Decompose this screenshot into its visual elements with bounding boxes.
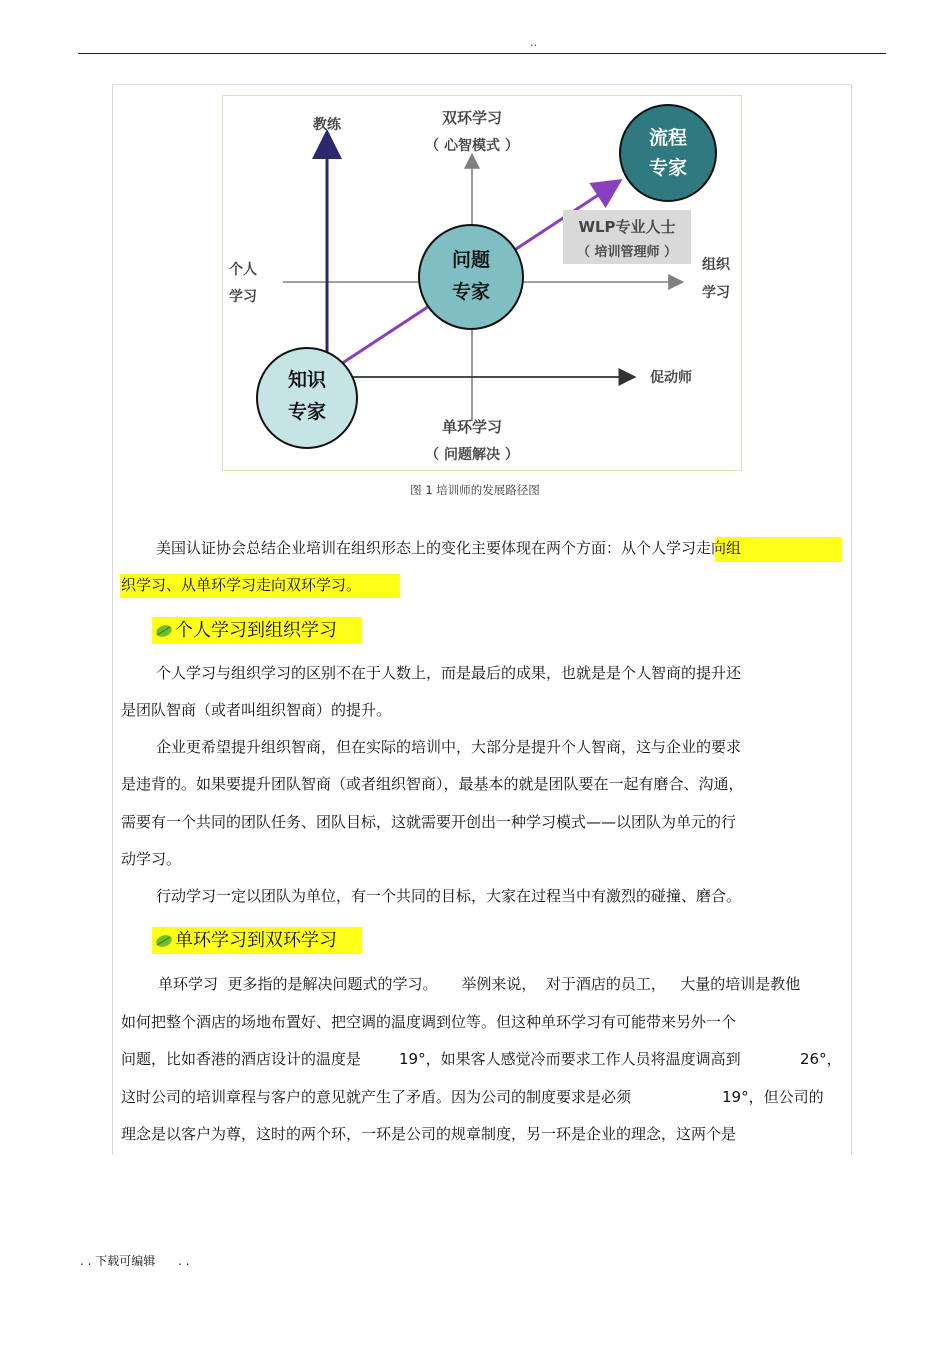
s2-p1-line3c: 26°，: [800, 1050, 842, 1068]
development-path-diagram: [222, 95, 742, 471]
single-loop-sub-label: （ 问题解决 ）: [425, 447, 519, 463]
process-expert-label-2: 专家: [648, 157, 688, 179]
problem-expert-label-1: 问题: [451, 249, 491, 271]
double-loop-sub-label: （ 心智模式 ）: [425, 138, 519, 154]
section1-heading: [155, 620, 337, 642]
individual-label-1: 个人: [229, 262, 257, 278]
header-rule: [78, 53, 886, 54]
single-loop-label: 单环学习: [441, 418, 503, 436]
header-dots: ..: [530, 36, 537, 49]
double-loop-label: 双环学习: [441, 109, 503, 127]
s1-p3-line1: 行动学习一定以团队为单位，有一个共同的目标，大家在过程当中有激烈的碰撞、磨合。: [156, 887, 742, 905]
section2-heading-text: 单环学习到双环学习: [175, 930, 337, 951]
knowledge-expert-label-1: 知识: [287, 369, 327, 391]
s1-p1-line1: 个人学习与组织学习的区别不在于人数上，而是最后的成果，也就是是个人智商的提升还: [156, 664, 742, 682]
section2-heading: [155, 930, 337, 952]
s2-p1-line5: 理念是以客户为尊，这时的两个环，一环是公司的规章制度，另一环是企业的理念，这两个是: [121, 1125, 737, 1143]
problem-expert-circle: [419, 225, 523, 329]
figure-caption: 图 1 培训师的发展路径图: [410, 483, 540, 497]
organization-label-1: 组织: [702, 257, 730, 273]
diagram-svg: [223, 96, 741, 470]
s2-p1-line3b: 19°，如果客人感觉冷而要求工作人员将温度调高到: [399, 1050, 741, 1068]
knowledge-expert-label-2: 专家: [287, 401, 327, 423]
leaf-icon: [155, 934, 173, 948]
wlp-sub-label: （ 培训管理师 ）: [576, 245, 678, 260]
s1-p1-line2: 是团队智商（或者叫组织智商）的提升。: [121, 701, 392, 719]
facilitator-label: 促动师: [650, 370, 692, 386]
s1-p2-line3: 需要有一个共同的团队任务、团队目标，这就需要开创出一种学习模式——以团队为单元的行: [121, 813, 737, 831]
s1-p2-line4: 动学习。: [121, 850, 182, 868]
intro-line-2: 织学习、从单环学习走向双环学习。: [121, 576, 362, 594]
page-footer: . . 下载可编辑 . .: [80, 1254, 190, 1268]
s1-p2-line2: 是违背的。如果要提升团队智商（或者组织智商），最基本的就是团队要在一起有磨合、沟通，: [121, 775, 744, 793]
s2-p1-line4a: 这时公司的培训章程与客户的意见就产生了矛盾。因为公司的制度要求是必须: [121, 1088, 632, 1106]
knowledge-expert-circle: [257, 348, 357, 448]
organization-label-2: 学习: [702, 285, 730, 301]
s2-p1-line4b: 19°，但公司的: [722, 1088, 824, 1106]
s1-p2-line1: 企业更希望提升组织智商，但在实际的培训中，大部分是提升个人智商，这与企业的要求: [156, 738, 742, 756]
s2-p1-line1: 单环学习 更多指的是解决问题式的学习。 举例来说， 对于酒店的员工， 大量的培训是教他: [158, 975, 801, 993]
leaf-icon: [155, 624, 173, 638]
process-expert-label-1: 流程: [648, 127, 688, 149]
coach-label: 教练: [313, 117, 341, 133]
intro-line-1: 美国认证协会总结企业培训在组织形态上的变化主要体现在两个方面：从个人学习走向组: [156, 539, 742, 557]
wlp-label: WLP专业人士: [578, 218, 676, 236]
s2-p1-line2: 如何把整个酒店的场地布置好、把空调的温度调到位等。但这种单环学习有可能带来另外一个: [121, 1013, 737, 1031]
process-expert-circle: [620, 105, 716, 201]
problem-expert-label-2: 专家: [451, 281, 491, 303]
section1-heading-text: 个人学习到组织学习: [175, 620, 337, 641]
individual-label-2: 学习: [229, 289, 257, 305]
s2-p1-line3a: 问题，比如香港的酒店设计的温度是: [121, 1050, 362, 1068]
